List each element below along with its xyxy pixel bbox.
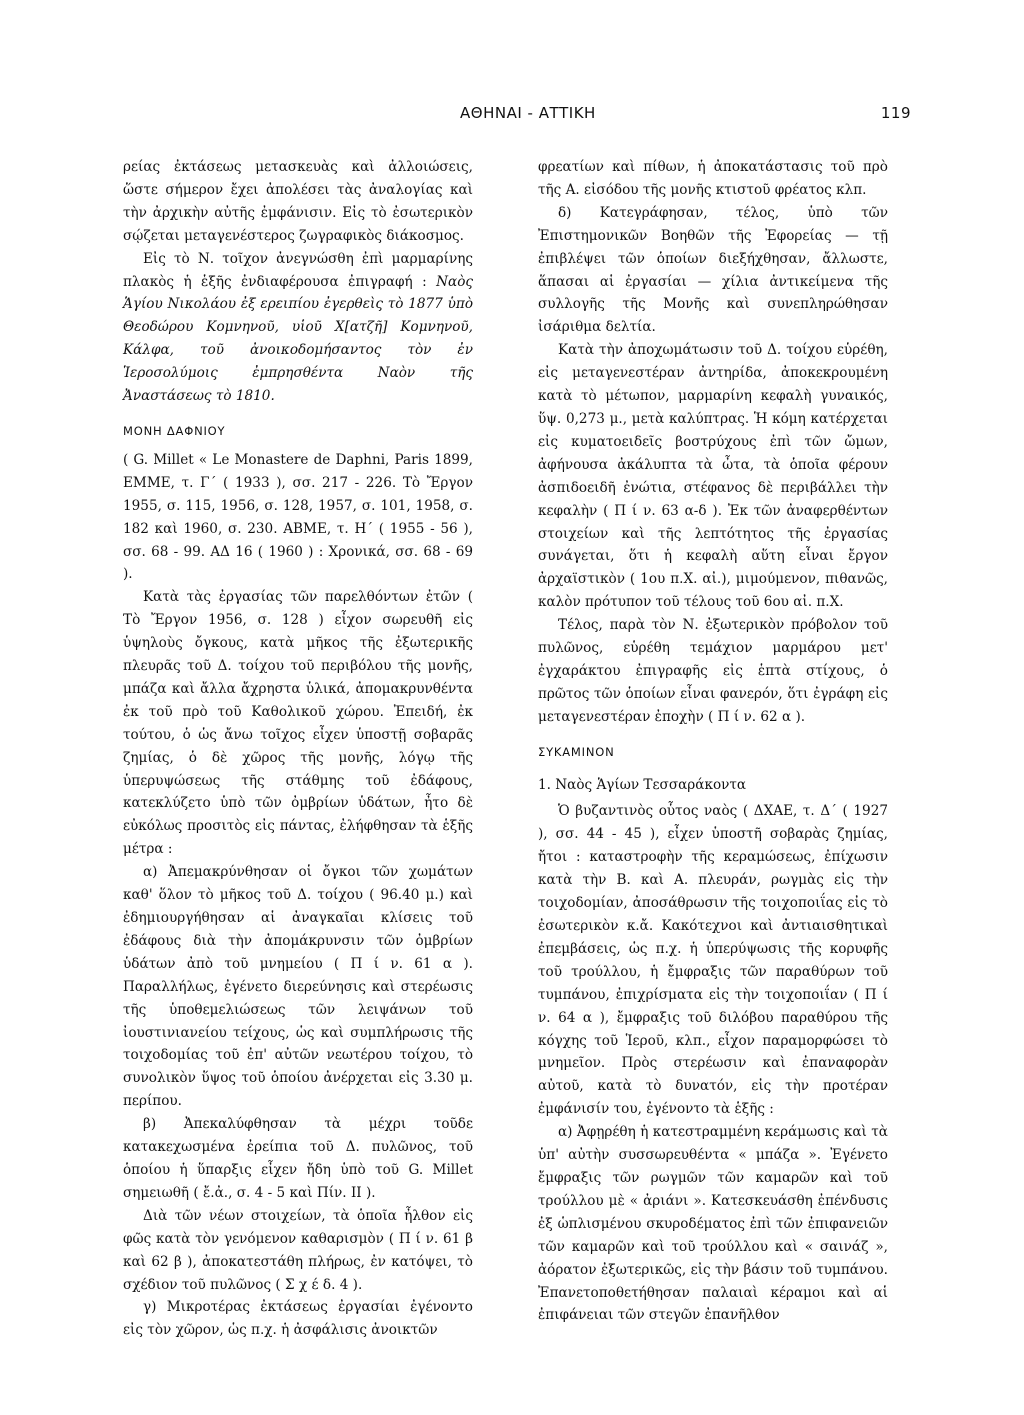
paragraph: γ) Μικροτέρας ἐκτάσεως ἐργασίαι ἐγένοντο εἰς τὸν χῶρον, ὡς π.χ. ἡ ἀσφάλισις ἀνοικτῶν — [123, 1299, 473, 1339]
page-number: 119 — [880, 104, 911, 122]
running-head — [130, 100, 915, 126]
inscription-intro: Εἰς τὸ Ν. τοῖχον ἀνεγνώσθη ἐπὶ μαρμαρίνης πλακὸς ἡ ἑξῆς ἐνδιαφέρουσα ἐπιγραφή : — [123, 250, 473, 290]
paragraph: Διὰ τῶν νέων στοιχείων, τὰ ὁποῖα ἦλθον εἰς φῶς κατὰ τὸν γενόμενον καθαρισμὸν ( Π ί ν. 61 β καὶ 62 β ), ἀποκατεστάθη πλήρως, ἐν κατόψει, τὸ σχέδιον τοῦ πυλῶνος ( Σ χ έ δ. 4 ). — [123, 1207, 473, 1293]
paragraph: φρεατίων καὶ πίθων, ἡ ἀποκατάστασις τοῦ πρὸ τῆς Α. εἰσόδου τῆς μονῆς κτιστοῦ φρέατος κλπ. — [538, 159, 888, 198]
inscription-paragraph — [123, 248, 473, 408]
bibliography-paragraph: ( G. Millet « Le Monastere de Daphni, Paris 1899, ΕΜΜΕ, τ. Γ΄ ( 1933 ), σσ. 217 - 226. Τὸ Ἔργον 1955, σ. 115, 1956, σ. 128, 1957, σ. 101, 1958, σ. 182 καὶ 1960, σ. 230. ΑΒΜΕ, τ. Η΄ ( 1955 - 56 ), σσ. 68 - 99. ΑΔ 16 ( 1960 ) : Χρονικά, σσ. 68 - 69 ). — [123, 451, 473, 583]
paragraph: Κατὰ τὴν ἀποχωμάτωσιν τοῦ Δ. τοίχου εὑρέθη, εἰς μεταγενεστέραν ἀντηρίδα, ἀποκεκρουμένη κατὰ τὸ μέτωπον, μαρμαρίνη κεφαλὴ γυναικός, ὕψ. 0,273 μ., μετὰ καλύπτρας. Ἡ κόμη κατέρχεται εἰς κυματοειδεῖς βοστρύχους ἐπὶ τῶν ὤμων, ἀφήνουσα ἀκάλυπτα τὰ ὦτα, τὰ ὁποῖα φέρουν ἀσπιδοειδῆ ἐνώτια, στέφανος δὲ περιβάλλει τὴν κεφαλὴν ( Π ί ν. 63 α-δ ). Ἐκ τῶν ἀναφερθέντων στοιχείων καὶ τῆς λεπτότητος τῆς ἐργασίας συνάγεται, ὅτι ἡ κεφαλὴ αὕτη εἶναι ἔργον ἀρχαϊστικὸν ( 1ου π.Χ. αἰ.), μιμούμενον, πιθανῶς, καλὸν πρότυπον τοῦ τέλους τοῦ 6ου αἰ. π.Χ. — [538, 342, 888, 611]
section-heading-daphni: ΜΟΝΗ ΔΑΦΝΙΟΥ — [123, 423, 226, 438]
left-column — [123, 156, 473, 1342]
subsection-heading: 1. Ναὸς Ἁγίων Τεσσαράκοντα — [538, 776, 747, 793]
inscription-text: Ναὸς Ἁγίου Νικολάου ἐξ ερειπίου ἐγερθεὶς τὸ 1877 ὑπὸ Θεοδώρου Κομνηνοῦ, υἱοῦ Χ[ατζῆ] Κομνηνοῦ, Κάλφα, τοῦ ἀνοικοδομήσαντος τὸν ἐν Ἱεροσολύμοις ἐμπρησθέντα Ναὸν τῆς Ἀναστάσεως τὸ 1810. — [123, 273, 473, 405]
paragraph: ρείας ἐκτάσεως μετασκευὰς καὶ ἀλλοιώσεις, ὥστε σήμερον ἔχει ἀπολέσει τὰς ἀναλογίας καὶ τὴν ἀρχικὴν αὐτῆς ἐμφάνισιν. Εἰς τὸ ἐσωτερικὸν σῴζεται μεταγενέστερος ζωγραφικὸς διάκοσμος. — [123, 159, 473, 244]
paragraph: α) Ἀπεμακρύνθησαν οἱ ὄγκοι τῶν χωμάτων καθ' ὅλον τὸ μῆκος τοῦ Δ. τοίχου ( 96.40 μ.) καὶ ἐδημιουργήθησαν αἱ ἀναγκαῖαι κλίσεις τοῦ ἐδάφους διὰ τὴν ἀπομάκρυνσιν τῶν ὀμβρίων ὑδάτων ἀπὸ τοῦ μνημείου ( Π ί ν. 61 α ). Παραλλήλως, ἐγένετο διερεύνησις καὶ στερέωσις τῆς ὑποθεμελιώσεως τῶν λειψάνων τοῦ ἰουστινιανείου τείχους, ὡς καὶ συμπλήρωσις τῆς τοιχοδομίας τοῦ ἐπ' αὐτῶν νεωτέρου τοίχου, τὸ συνολικὸν ὕψος τοῦ ὁποίου ἀνέρχεται εἰς 3.30 μ. περίπου. — [123, 864, 473, 1110]
right-column — [538, 156, 888, 1327]
paragraph: β) Ἀπεκαλύφθησαν τὰ μέχρι τοῦδε κατακεχωσμένα ἐρείπια τοῦ Δ. πυλῶνος, τοῦ ὁποίου ἡ ὕπαρξις εἶχεν ἤδη ὑπὸ τοῦ G. Millet σημειωθῆ ( ἔ.ἀ., σ. 4 - 5 καὶ Πίν. ΙΙ ). — [123, 1116, 473, 1201]
paragraph: Τέλος, παρὰ τὸν Ν. ἐξωτερικὸν πρόβολον τοῦ πυλῶνος, εὑρέθη τεμάχιον μαρμάρου μετ' ἐγχαράκτου ἐπιγραφῆς εἰς ἑπτὰ στίχους, ὁ πρῶτος τῶν ὁποίων εἶναι φανερόν, ὅτι ἐγράφη εἰς μεταγενεστέραν ἐποχὴν ( Π ί ν. 62 α ). — [538, 617, 888, 725]
section-heading-sykaminon: ΣΥΚΑΜΙΝΟΝ — [538, 744, 615, 759]
running-head-title: ΑΘΗΝΑΙ - ΑΤΤΙΚΗ — [460, 104, 596, 122]
paragraph: Κατὰ τὰς ἐργασίας τῶν παρελθόντων ἐτῶν ( Τὸ Ἔργον 1956, σ. 128 ) εἶχον σωρευθῆ εἰς ὑψηλοὺς ὄγκους, κατὰ μῆκος τῆς ἐξωτερικῆς πλευρᾶς τοῦ Δ. τοίχου τοῦ περιβόλου τῆς μονῆς, μπάζα καὶ ἄλλα ἄχρηστα ὑλικά, ἀπομακρυνθέντα ἐκ τοῦ πρὸ τοῦ Καθολικοῦ χώρου. Ἐπειδή, ἐκ τούτου, ὁ ὡς ἄνω τοῖχος εἶχεν ὑποστῇ σοβαρᾶς ζημίας, ὁ δὲ χῶρος τῆς μονῆς, λόγῳ τῆς ὑπερυψώσεως τῆς στάθμης τοῦ ἐδάφους, κατεκλύζετο ὑπὸ τῶν ὀμβρίων ὑδάτων, ἦτο δὲ εὐκόλως προσιτὸς εἰς πάντας, ἐλήφθησαν τὰ ἑξῆς μέτρα : — [123, 589, 473, 858]
paragraph: δ) Κατεγράφησαν, τέλος, ὑπὸ τῶν Ἐπιστημονικῶν Βοηθῶν τῆς Ἐφορείας — τῇ ἐπιβλέψει τῶν ὁποίων διεξήχθησαν, ἄλλωστε, ἅπασαι αἱ ἐργασίαι — χίλια ἀντικείμενα τῆς συλλογῆς τῆς Μονῆς καὶ συνεπληρώθησαν ἰσάριθμα δελτία. — [538, 204, 888, 336]
paragraph: Ὁ βυζαντινὸς οὗτος ναὸς ( ΔΧΑΕ, τ. Δ΄ ( 1927 ), σσ. 44 - 45 ), εἶχεν ὑποστῆ σοβαρὰς ζημίας, ἤτοι : καταστροφὴν τῆς κεραμώσεως, ἐπίχωσιν κατὰ τὴν Β. καὶ Α. πλευράν, ρωγμὰς εἰς τὴν τοιχοδομίαν, ἀποσάθρωσιν τῆς τοιχοποιΐας εἰς τὸ ἐσωτερικὸν κ.ἄ. Κακότεχνοι καὶ ἀντιαισθητικαὶ ἐπεμβάσεις, ὡς π.χ. ἡ ὑπερύψωσις τῆς κορυφῆς τοῦ τρούλλου, ἡ ἔμφραξις τῶν παραθύρων τοῦ τυμπάνου, ἐπιχρίσματα εἰς τὴν τοιχοποιΐαν ( Π ί ν. 64 α ), ἔμφραξις τοῦ διλόβου παραθύρου τῆς κόγχης τοῦ Ἱεροῦ, κλπ., εἶχον παραμορφώσει τὸ μνημεῖον. Πρὸς στερέωσιν καὶ ἐπαναφορὰν αὐτοῦ, κατὰ τὸ δυνατόν, εἰς τὴν προτέραν ἐμφάνισίν του, ἐγένοντο τὰ ἑξῆς : — [538, 803, 888, 1118]
paragraph: α) Ἀφῃρέθη ἡ κατεστραμμένη κεράμωσις καὶ τὰ ὑπ' αὐτὴν συσσωρευθέντα « μπάζα ». Ἐγένετο ἔμφραξις τῶν ρωγμῶν τῶν καμαρῶν καὶ τοῦ τρούλλου μὲ « ἀριάνι ». Κατεσκευάσθη ἐπένδυσις ἐξ ὡπλισμένου σκυροδέματος ἐπὶ τῶν ἐπιφανειῶν τῶν καμαρῶν καὶ τοῦ τρούλλου καὶ « σαινάζ », ἀόρατον ἐξωτερικῶς, εἰς τὴν βάσιν τοῦ τυμπάνου. Ἐπανετοποθετήθησαν παλαιαὶ κέραμοι καὶ αἱ ἐπιφάνειαι τῶν στεγῶν ἐπανῆλθον — [538, 1124, 888, 1324]
